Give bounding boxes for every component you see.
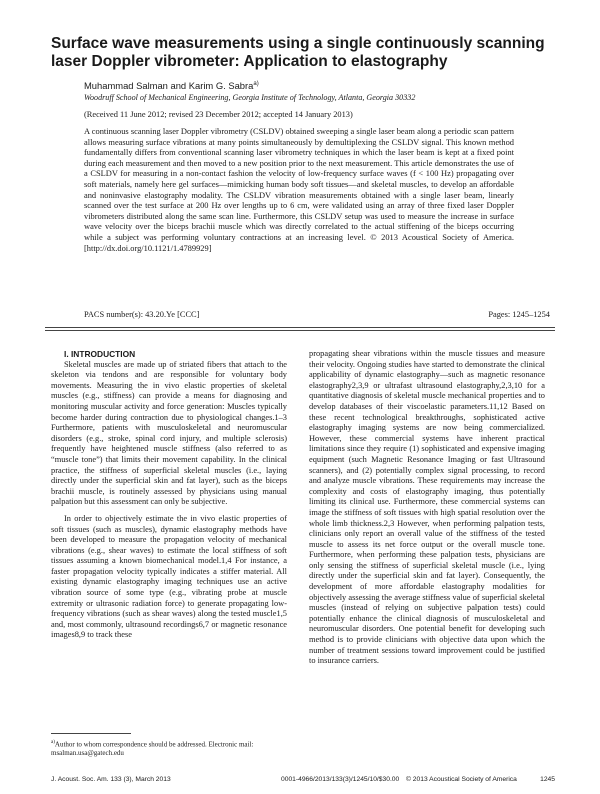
authors (84, 80, 259, 91)
page-range: Pages: 1245–1254 (488, 310, 550, 319)
footnote-text: Author to whom correspondence should be addressed. Electronic mail: msalman.usa@gatech.edu (51, 740, 254, 758)
section-divider-second (45, 330, 555, 331)
paper-title: Surface wave measurements using a single continuously scanning laser Doppler vibrometer: Application to elastography (51, 35, 545, 70)
paragraph: propagating shear vibrations within the muscle tissues and measure their velocity. Ongoing studies have started to demonstrate the clinical applicability of dynamic elastography—such as magnetic resonance elastography2,3,9 or ultrafast ultrasound elastography,2,3,10 for a quantitative diagnosis of skeletal muscle mechanical properties and to develop databases of their viscoelastic parameters.11,12 Based on these recent technological breakthroughs, sophisticated active elastography imaging systems are now being commercialized. However, these commercial systems have inherent practical limitations since they require (1) sophisticated and expensive imaging equipment (such Magnetic Resonance Imaging or fast Ultrasound scanners), and (2) potentially complex signal processing, to record and analyze muscle vibrations. These requirements may increase the complexity and costs of elastography imaging, thus potentially limiting its clinical use. Furthermore, these commercial systems can image the stiffness of soft tissues with high spatial resolution over the whole limb thickness.2,3 However, when performing palpation tests, clinicians only report an overall value of the stiffness of the tested muscle to assess its net force output or the overall muscle tone. Furthermore, when performing these palpation tests, physicians are only sensing the stiffness of superficial skeletal muscle (i.e., lying directly under the superficial skin and fat layer). Consequently, the development of more affordable elastography modalities for objectively assessing the average stiffness value of superficial skeletal muscles (instead of relying on subjective palpation tests) could potentially enhance the clinical diagnosis of musculoskeletal and neuromuscular disorders. One potential benefit for developing such method is to provide clinicians with objective data upon which the number of treatment sessions toward improvement could be justified to insurance carriers. (309, 349, 545, 666)
right-column (309, 349, 545, 667)
footer-code: 0001-4966/2013/133(3)/1245/10/$30.00 (281, 776, 400, 783)
affiliation: Woodruff School of Mechanical Engineering, Georgia Institute of Technology, Atlanta, Georgia 30332 (84, 93, 416, 102)
left-column (51, 349, 287, 641)
abstract: A continuous scanning laser Doppler vibrometry (CSLDV) obtained sweeping a single laser beam along a periodic scan pattern allows measuring surface vibrations at many points simultaneously by demultiplexing the CSLDV signal. This known method fundamentally differs from conventional scanning laser vibrometry techniques in which the laser beam is kept at a fixed point during each measurement and then moved to a new position prior to the next measurement. This article demonstrates the use of a CSLDV for measuring in a non-contact fashion the velocity of low-frequency surface waves (f < 100 Hz) propagating over soft materials, namely here gel surfaces—mimicking human body soft tissues—and skeletal muscles, to develop an affordable and noninvasive elastography modality. The CSLDV vibration measurements obtained with a single laser beam, linearly scanned over the test surface at 200 Hz over lengths up to 6 cm, were validated using an array of three fixed laser Doppler vibrometers distributed along the same scan line. Furthermore, this CSLDV setup was used to measure the increase in surface wave velocity over the biceps brachii muscle which was directly correlated to the actual stiffening of the biceps occurring while a subject was performing voluntary contractions at an increasing level. © 2013 Acoustical Society of America. [http://dx.doi.org/10.1121/1.4789929] (84, 126, 514, 253)
footnote-divider (51, 733, 131, 734)
paragraph: Skeletal muscles are made up of striated fibers that attach to the skeleton via tendons and are responsible for voluntary body movements. Measuring the in vivo elastic properties of skeletal muscles (e.g., stiffness) can provide a means for diagnosing and monitoring muscular activity and force generation: Muscles typically become harder during contraction due to physiological changes.1–3 Furthermore, patients with musculoskeletal and neuromuscular disorders (e.g., stroke, spinal cord injury, and multiple sclerosis) frequently have heightened muscle stiffness (also referred to as “muscle tone”) that limits their movement capability. In the clinical practice, the stiffness of superficial skeletal muscles (i.e., laying directly under the superficial skin and fat layer), such as the biceps brachii muscle, is routinely assessed by physicians using manual palpation but this assessment can only be subjective. (51, 359, 287, 507)
author-marker: a) (253, 80, 259, 87)
footnote (51, 738, 287, 758)
footnote-marker: a) (51, 740, 55, 745)
footer-journal: J. Acoust. Soc. Am. 133 (3), March 2013 (51, 776, 171, 783)
footer-copyright: © 2013 Acoustical Society of America (406, 776, 517, 783)
page-number: 1245 (540, 776, 555, 783)
section-divider (45, 327, 555, 328)
pacs-numbers: PACS number(s): 43.20.Ye [CCC] (84, 310, 200, 319)
author-names: Muhammad Salman and Karim G. Sabra (84, 80, 254, 91)
paragraph: In order to objectively estimate the in vivo elastic properties of soft tissues (such as muscles), dynamic elastography methods have been developed to measure the propagation velocity of mechanical vibrations (e.g., shear waves) to estimate the local stiffness of soft tissues assuming a known biomechanical model.1,4 For instance, a faster propagation velocity typically indicates a stiffer material. All existing dynamic elastography imaging techniques use an active vibration source of some type (e.g., vibrating probe at muscle extremity or ultrasonic radiation force) to generate propagating low-frequency vibrations (such as shear waves) along the tested muscle1,5 and, most commonly, ultrasound recordings6,7 or magnetic resonance images8,9 to track these (51, 513, 287, 640)
received-dates: (Received 11 June 2012; revised 23 December 2012; accepted 14 January 2013) (84, 110, 353, 119)
section-heading: I. INTRODUCTION (64, 349, 136, 359)
